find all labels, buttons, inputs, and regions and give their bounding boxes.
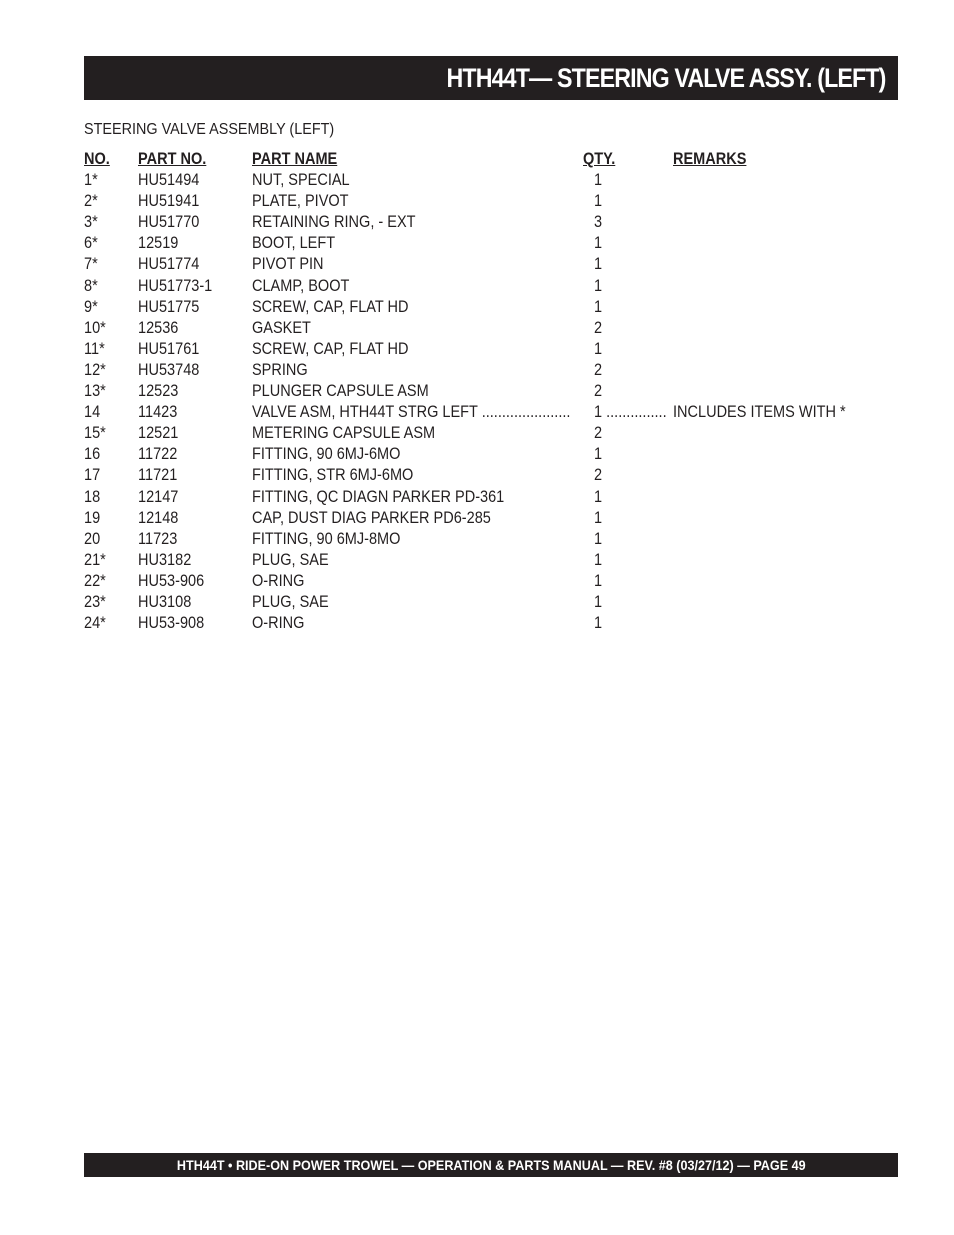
item-no-cell: 14 [84,403,101,422]
qty-cell: 1 [594,592,603,611]
part-name-cell: FITTING, QC DIAGN PARKER PD-361 [252,487,505,506]
item-no-cell: 6* [84,234,98,253]
part-name-cell: BOOT, LEFT [252,234,336,253]
table-row [84,592,884,613]
part-no-cell: HU53-906 [138,571,205,590]
qty-cell: 1 [594,487,603,506]
item-no-cell: 9* [84,297,98,316]
item-no-cell: 17 [84,466,101,485]
part-name-cell: FITTING, 90 6MJ-6MO [252,445,401,464]
part-no-cell: 12148 [138,508,179,527]
page-title: HTH44T— STEERING VALVE ASSY. (LEFT) [446,62,886,93]
part-name-cell: SPRING [252,360,308,379]
footer-text: HTH44T • RIDE-ON POWER TROWEL — OPERATION & PARTS MANUAL — REV. #8 (03/27/12) — PAGE 49 [176,1157,806,1173]
qty-cell: 2 [594,382,603,401]
qty-cell: 2 [594,466,603,485]
part-no-cell: 11723 [138,529,178,548]
table-body [84,170,884,634]
table-row [84,254,884,275]
qty-cell: 1 [594,255,603,274]
part-name-cell: GASKET [252,318,311,337]
qty-cell: 1 [594,508,603,527]
table-row [84,529,884,550]
item-no-cell: 23* [84,592,106,611]
part-name-cell: CAP, DUST DIAG PARKER PD6-285 [252,508,491,527]
qty-cell: 1 ............... [594,403,667,422]
page-footer [84,1153,898,1177]
part-name-cell: CLAMP, BOOT [252,276,350,295]
part-no-cell: HU51773-1 [138,276,213,295]
part-no-cell: 12147 [138,487,179,506]
qty-cell: 1 [594,171,603,190]
qty-cell: 1 [594,529,603,548]
item-no-cell: 8* [84,276,98,295]
part-no-cell: HU51494 [138,171,200,190]
item-no-cell: 19 [84,508,101,527]
item-no-cell: 16 [84,445,101,464]
part-no-cell: 12521 [138,424,179,443]
item-no-cell: 18 [84,487,101,506]
qty-cell: 3 [594,213,603,232]
qty-cell: 1 [594,276,603,295]
item-no-cell: 12* [84,360,106,379]
part-no-cell: HU53-908 [138,614,205,633]
part-no-cell: HU51775 [138,297,200,316]
table-row [84,212,884,233]
parts-table [84,149,884,634]
part-no-cell: 11721 [138,466,178,485]
part-name-cell: SCREW, CAP, FLAT HD [252,339,409,358]
table-row [84,276,884,297]
qty-cell: 1 [594,297,603,316]
part-no-cell: 12519 [138,234,179,253]
part-name-cell: VALVE ASM, HTH44T STRG LEFT ...................... [252,403,571,422]
qty-cell: 2 [594,424,603,443]
part-name-cell: SCREW, CAP, FLAT HD [252,297,409,316]
section-title: STEERING VALVE ASSEMBLY (LEFT) [84,121,335,138]
header-qty: QTY. [583,150,616,168]
part-no-cell: 12523 [138,382,179,401]
qty-cell: 1 [594,339,603,358]
part-no-cell: HU3108 [138,592,192,611]
qty-cell: 1 [594,550,603,569]
table-row [84,613,884,634]
part-no-cell: HU51761 [138,339,200,358]
item-no-cell: 13* [84,382,106,401]
header-part-no: PART NO. [138,150,207,168]
part-name-cell: PLUG, SAE [252,592,329,611]
header-no: NO. [84,150,110,168]
table-header-row [84,149,884,170]
part-no-cell: HU51941 [138,192,200,211]
part-no-cell: HU51774 [138,255,200,274]
part-name-cell: PLUG, SAE [252,550,329,569]
qty-cell: 1 [594,234,603,253]
item-no-cell: 22* [84,571,106,590]
item-no-cell: 3* [84,213,98,232]
table-row [84,487,884,508]
table-row [84,360,884,381]
part-name-cell: FITTING, STR 6MJ-6MO [252,466,414,485]
table-row [84,444,884,465]
remarks-cell: INCLUDES ITEMS WITH * [673,403,846,422]
item-no-cell: 2* [84,192,98,211]
part-name-cell: NUT, SPECIAL [252,171,350,190]
part-no-cell: 11423 [138,403,178,422]
table-row [84,297,884,318]
part-no-cell: HU51770 [138,213,200,232]
qty-cell: 2 [594,318,603,337]
part-name-cell: O-RING [252,571,305,590]
page-title-bar [84,56,898,100]
item-no-cell: 21* [84,550,106,569]
qty-cell: 1 [594,571,603,590]
item-no-cell: 7* [84,255,98,274]
part-name-cell: RETAINING RING, - EXT [252,213,416,232]
table-row [84,508,884,529]
header-part-name: PART NAME [252,150,338,168]
part-name-cell: O-RING [252,614,305,633]
part-name-cell: PLATE, PIVOT [252,192,349,211]
table-row [84,465,884,486]
qty-cell: 2 [594,360,603,379]
table-row [84,191,884,212]
part-name-cell: FITTING, 90 6MJ-8MO [252,529,401,548]
table-row [84,381,884,402]
item-no-cell: 15* [84,424,106,443]
qty-cell: 1 [594,445,603,464]
part-name-cell: PLUNGER CAPSULE ASM [252,382,429,401]
item-no-cell: 10* [84,318,106,337]
qty-cell: 1 [594,614,603,633]
table-row [84,402,884,423]
part-name-cell: METERING CAPSULE ASM [252,424,436,443]
part-no-cell: 11722 [138,445,178,464]
table-row [84,571,884,592]
part-name-cell: PIVOT PIN [252,255,324,274]
table-row [84,170,884,191]
table-row [84,318,884,339]
part-no-cell: 12536 [138,318,179,337]
table-row [84,339,884,360]
qty-cell: 1 [594,192,603,211]
table-row [84,423,884,444]
table-row [84,233,884,254]
item-no-cell: 11* [84,339,105,358]
item-no-cell: 24* [84,614,106,633]
part-no-cell: HU53748 [138,360,200,379]
item-no-cell: 1* [84,171,98,190]
item-no-cell: 20 [84,529,101,548]
part-no-cell: HU3182 [138,550,192,569]
header-remarks: REMARKS [673,150,747,168]
table-row [84,550,884,571]
